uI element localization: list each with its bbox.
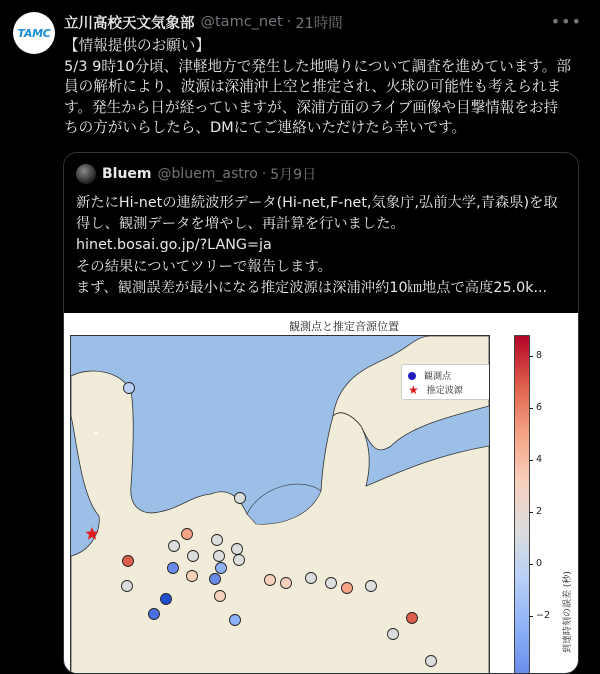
cbar-tick: 2	[536, 506, 543, 517]
quoted-line: hinet.bosai.go.jp/?LANG=ja	[76, 237, 272, 254]
quoted-line: まず、観測誤差が最小になる推定波源は深浦沖約10㎞地点で高度25.0k...	[76, 279, 548, 296]
colorbar-label: 到達時刻の誤差 (秒)	[563, 571, 573, 653]
station-point	[187, 571, 198, 582]
chart-title: 観測点と推定音源位置	[289, 320, 399, 333]
station-point	[214, 551, 225, 562]
station-point	[168, 563, 179, 574]
station-point	[230, 615, 241, 626]
cbar-tick: −2	[536, 610, 551, 621]
tweet-line: す。発生から日が経っていますが、深浦方面のライブ画像や目撃情報をお持	[64, 98, 559, 116]
tiny-islet	[95, 432, 98, 434]
quoted-header	[76, 164, 316, 184]
cbar-tick-mark	[529, 356, 533, 357]
tweet-header	[64, 12, 580, 32]
station-point	[232, 544, 243, 555]
tweet-time[interactable]: 21時間	[295, 15, 343, 32]
chart-image[interactable]	[64, 313, 578, 673]
station-point	[182, 529, 193, 540]
tweet-line: 員の解析により、波源は深浦沖上空と推定され、火球の可能性も考えられま	[64, 78, 562, 95]
station-point	[407, 613, 418, 624]
author-avatar[interactable]	[13, 12, 55, 54]
quoted-text	[76, 193, 566, 299]
cbar-tick-mark	[529, 564, 533, 565]
quoted-handle: @bluem_astro	[157, 166, 258, 182]
station-point	[306, 573, 317, 584]
station-point	[234, 555, 245, 566]
station-point	[281, 578, 292, 589]
quoted-line: 新たにHi-netの連続波形データ(Hi-net,F-net,気象庁,弘前大学,青森県)を取	[76, 195, 558, 211]
station-point	[161, 594, 172, 605]
author-handle[interactable]: @tamc_net	[200, 14, 283, 30]
map-area	[70, 335, 490, 674]
legend-item-station	[408, 369, 451, 382]
quoted-line: その結果についてツリーで報告します。	[76, 258, 332, 275]
legend-label: 推定波源	[426, 386, 463, 396]
station-point	[426, 656, 437, 667]
quoted-avatar	[76, 164, 96, 184]
more-icon[interactable]: •••	[550, 12, 582, 31]
station-point	[216, 563, 227, 574]
station-point	[210, 574, 221, 585]
station-point	[169, 541, 180, 552]
separator: ·	[286, 14, 292, 30]
station-point	[212, 535, 223, 546]
separator: ·	[261, 166, 267, 182]
cbar-tick: 0	[536, 558, 543, 569]
cbar-tick: 4	[536, 454, 543, 465]
legend-item-source	[408, 383, 463, 396]
station-point	[123, 556, 134, 567]
cbar-tick: 8	[536, 350, 543, 361]
station-point	[366, 581, 377, 592]
colorbar	[514, 335, 530, 674]
tweet-line: 【情報提供のお願い】	[64, 37, 210, 54]
legend-label: 観測点	[424, 372, 452, 382]
chart-legend	[401, 364, 490, 400]
station-point	[388, 629, 399, 640]
station-point	[326, 578, 337, 589]
cbar-tick-mark	[529, 408, 533, 409]
station-point	[215, 591, 226, 602]
quoted-author-name: Bluem	[102, 166, 152, 182]
station-point	[235, 493, 246, 504]
tweet-text	[64, 36, 584, 139]
station-point	[149, 609, 160, 620]
avatar-logo: TAMC	[17, 26, 51, 40]
cbar-tick-mark	[529, 460, 533, 461]
station-point	[342, 583, 353, 594]
station-point	[124, 383, 135, 394]
station-point	[188, 551, 199, 562]
cbar-tick: 6	[536, 402, 543, 413]
cbar-tick-mark	[529, 616, 533, 617]
quoted-line: 得し、観測データを増やし、再計算を行いました。	[76, 216, 405, 233]
star-icon: ★	[408, 382, 419, 397]
tweet-line: 5/3 9時10分頃、津軽地方で発生した地鳴りについて調査を進めています。部	[64, 57, 571, 75]
circle-icon	[408, 372, 416, 380]
tweet-line: ちの方がいらしたら、DMにてご連絡いただけたら幸いです。	[64, 119, 467, 136]
station-point	[265, 575, 276, 586]
quoted-tweet[interactable]	[63, 152, 579, 674]
cbar-tick-mark	[529, 512, 533, 513]
quoted-date: 5月9日	[270, 167, 317, 183]
author-name[interactable]: 立川高校天文気象部	[64, 15, 195, 32]
station-point	[122, 581, 133, 592]
